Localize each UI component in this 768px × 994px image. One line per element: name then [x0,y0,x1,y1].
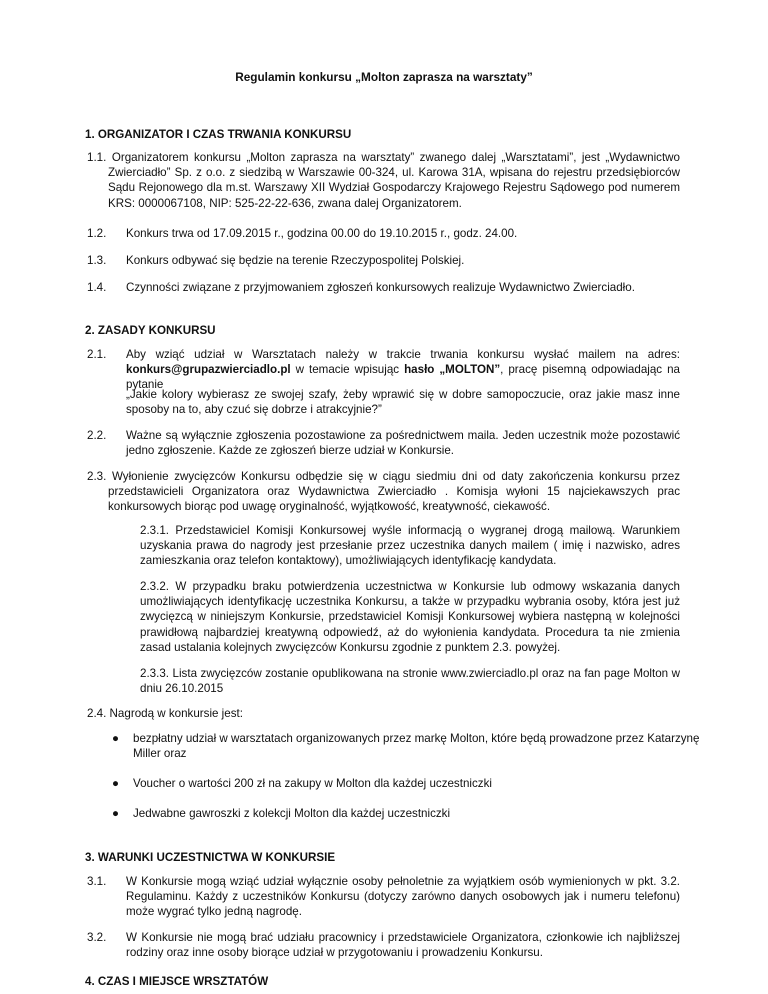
paragraph-1-3-number: 1.3. [87,254,107,267]
paragraph-3-1-text: W Konkursie mogą wziąć udział wyłącznie osoby pełnoletnie za wyjątkiem osób wymienionych w pkt. 3.2. Regulaminu. Każdy z uczestników Konkursu (dotyczy zarówno danych osobowych jak i numeru telefonu) może wygrać tylko jedną nagrodę. [126,875,680,919]
contest-password: hasło „MOLTON” [404,363,501,377]
paragraph-3-1-number: 3.1. [87,875,107,888]
prize-item-2: Voucher o wartości 200 zł na zakupy w Molton dla każdej uczestniczki [133,777,492,790]
section-2-heading: 2. ZASADY KONKURSU [85,324,216,337]
paragraph-2-1-text [126,347,680,393]
paragraph-1-3-text: Konkurs odbywać się będzie na terenie Rzeczypospolitej Polskiej. [126,254,465,267]
paragraph-2-2-text: Ważne są wyłącznie zgłoszenia pozostawione za pośrednictwem maila. Jeden uczestnik może pozostawić jedno zgłoszenie. Każde ze zgłoszeń bierze udział w Konkursie. [126,429,680,458]
section-1-heading: 1. ORGANIZATOR I CZAS TRWANIA KONKURSU [85,128,352,141]
paragraph-2-3-2: 2.3.2. W przypadku braku potwierdzenia uczestnictwa w Konkursie lub odmowy wskazania danych umożliwiających identyfikację uczestnika Konkursu, a także w przypadku wybrania osoby, która jest już zwycięzcą w niniejszym Konkursie, przedstawiciel Komisji Konkursowej wybiera następną w kolejności prawidłową najbardziej kreatywną odpowiedź, aż do wyłonienia kandydata. Procedura ta nie zmienia zasad ustalania kolejnych zwycięzców Konkursu zgodnie z punktem 2.3. powyżej. [140,580,680,654]
paragraph-2-3-1: 2.3.1. Przedstawiciel Komisji Konkursowej wyśle informacją o wygranej drogą mailową. Warunkiem uzyskania prawa do nagrody jest przesłanie przez uczestnika danych mailem ( imię i nazwisko, adres zamieszkania oraz telefon kontaktowy), umożliwiających identyfikację kandydata. [140,524,680,568]
paragraph-1-4-number: 1.4. [87,281,107,294]
document-title: Regulamin konkursu „Molton zaprasza na warsztaty” [235,70,533,84]
paragraph-1-2-number: 1.2. [87,227,107,240]
section-3-heading: 3. WARUNKI UCZESTNICTWA W KONKURSIE [85,851,336,864]
paragraph-2-1-intro: Aby wziąć udział w Warsztatach należy w trakcie trwania konkursu wysłać mailem na adres: [126,348,680,361]
paragraph-2-1-rest: , pracę pisemną odpowiadając na pytanie [126,363,680,392]
paragraph-2-2-number: 2.2. [87,429,107,442]
paragraph-2-1-subject: w temacie wpisując [290,363,405,377]
prize-item-1: bezpłatny udział w warsztatach organizowanych przez markę Molton, które będą prowadzone przez Katarzynę Miller oraz [133,732,700,761]
contest-question: „Jakie kolory wybierasz ze swojej szafy, żeby wprawić się w dobre samopoczucie, oraz jakie masz inne sposoby na to, aby czuć się dobrze i atrakcyjnie?” [126,388,680,417]
paragraph-3-2-text: W Konkursie nie mogą brać udziału pracownicy i przedstawiciele Organizatora, członkowie ich najbliższej rodziny oraz inne osoby biorące udział w przygotowaniu i prowadzeniu Konkursu. [126,931,680,960]
contest-email: konkurs@grupazwierciadlo.pl [126,363,291,377]
bullet-icon: ● [112,732,120,745]
section-4-heading: 4. CZAS I MIEJSCE WRSZTATÓW [85,975,269,988]
paragraph-2-1-number: 2.1. [87,348,107,361]
paragraph-1-2-text: Konkurs trwa od 17.09.2015 r., godzina 00.00 do 19.10.2015 r., godz. 24.00. [126,227,518,240]
prize-item-3: Jedwabne gawroszki z kolekcji Molton dla każdej uczestniczki [133,807,451,820]
paragraph-2-3: 2.3. Wyłonienie zwycięzców Konkursu odbędzie się w ciągu siedmiu dni od daty zakończenia konkursu przez przedstawicieli Organizatora oraz Wydawnictwa Zwierciadło . Komisja wyłoni 15 najciekawszych prac konkursowych biorąc pod uwagę oryginalność, wyjątkowość, kreatywność, ciekawość. [87,470,680,514]
paragraph-1-1-text: Organizatorem konkursu „Molton zaprasza na warsztaty” zwanego dalej „Warsztatami”, jest „Wydawnictwo Zwierciadło” Sp. z o.o. z siedzibą w Warszawie 00-324, ul. Karowa 31A, wpisana do rejestru przedsiębiorców Sądu Rejonowego dla m.st. Warszawy XII Wydział Gospodarczy Krajowego Rejestru Sądowego pod numerem KRS: 0000067108, NIP: 525-22-22-636, zwana dalej Organizatorem. [108,151,680,210]
paragraph-3-2-number: 3.2. [87,931,107,944]
paragraph-1-4-text: Czynności związane z przyjmowaniem zgłoszeń konkursowych realizuje Wydawnictwo Zwierciadło. [126,281,635,294]
paragraph-2-4: 2.4. Nagrodą w konkursie jest: [87,707,243,720]
paragraph-1-1-number: 1.1. [87,151,107,164]
bullet-icon: ● [112,777,120,790]
paragraph-1-1 [87,150,680,211]
bullet-icon: ● [112,807,120,820]
paragraph-2-3-3: 2.3.3. Lista zwycięzców zostanie opublikowana na stronie www.zwierciadlo.pl oraz na fan page Molton w dniu 26.10.2015 [140,667,680,696]
